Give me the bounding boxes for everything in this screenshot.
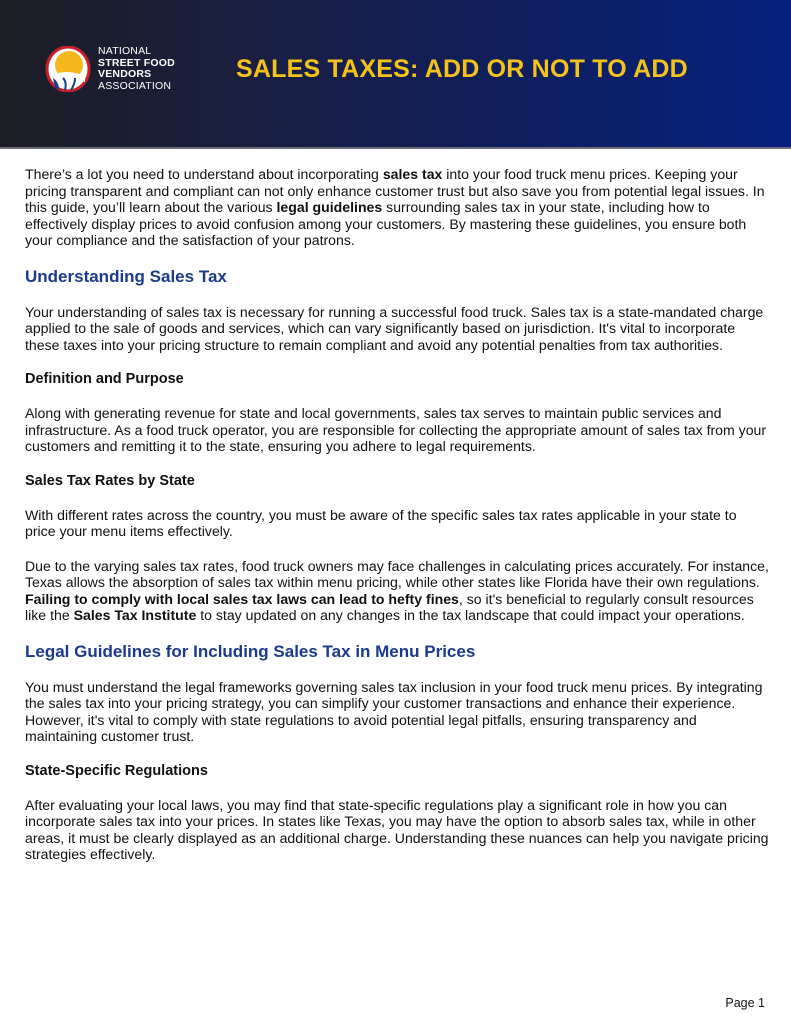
document-body bbox=[25, 166, 770, 881]
page-number: Page 1 bbox=[725, 996, 765, 1010]
org-name: NATIONAL STREET FOOD VENDORS ASSOCIATION bbox=[98, 45, 175, 92]
subsection-heading: Sales Tax Rates by State bbox=[25, 472, 195, 489]
paragraph: With different rates across the country, you must be aware of the specific sales tax rates applicable in your state to price your menu items effectively. bbox=[25, 506, 737, 539]
page-header bbox=[0, 0, 791, 149]
paragraph: You must understand the legal frameworks governing sales tax inclusion in your food truck menu prices. By integrating the sales tax into your pricing strategy, you can simplify your customer transactions and enhance their experience. However, it's vital to comply with state regulations to avoid potential legal pitfalls, ensuring transparency and maintaining customer trust. bbox=[25, 678, 763, 744]
subsection-heading: Definition and Purpose bbox=[25, 371, 184, 387]
section-heading: Legal Guidelines for Including Sales Tax in Menu Prices bbox=[25, 641, 476, 661]
page-title: SALES TAXES: ADD OR NOT TO ADD bbox=[236, 55, 688, 83]
paragraph: Your understanding of sales tax is necessary for running a successful food truck. Sales tax is a state-mandated charge applied to the sale of goods and services, which can vary significantly based on jurisdiction. It's vital to incorporate these taxes into your pricing structure to remain compliant and avoid any potential penalties from tax authorities. bbox=[25, 303, 764, 353]
nsfva-logo-icon bbox=[45, 46, 91, 92]
intro-paragraph: There’s a lot you need to understand about incorporating sales tax into your food truck menu prices. Keeping your pricing transparent and compliant can not only enhance customer trust but also save you from potential legal issues. In this guide, you’ll learn about the various legal guidelines surrounding sales tax in your state, including how to effectively display prices to avoid confusion among your customers. By mastering these guidelines, you ensure both your compliance and the satisfaction of your patrons. bbox=[25, 166, 765, 248]
paragraph: Along with generating revenue for state and local governments, sales tax serves to maintain public services and infrastructure. As a food truck operator, you are responsible for collecting the appropriate amount of sales tax from your customers and remitting it to the state, ensuring you adhere to legal requirements. bbox=[25, 405, 767, 454]
paragraph: Due to the varying sales tax rates, food truck owners may face challenges in calculating prices accurately. For instance, Texas allows the absorption of sales tax within menu pricing, while other states like Florida have their own regulations. Failing to comply with local sales tax laws can lead to hefty fines, so it's beneficial to regularly consult resources like the Sales Tax Institute to stay updated on any changes in the tax landscape that could impact your operations. bbox=[25, 557, 769, 623]
section-heading: Understanding Sales Tax bbox=[25, 266, 227, 286]
subsection-heading: State-Specific Regulations bbox=[25, 762, 208, 779]
paragraph: After evaluating your local laws, you may find that state-specific regulations play a significant role in how you can incorporate sales tax into your prices. In states like Texas, you may have the option to absorb sales tax, while in other areas, it must be clearly displayed as an additional charge. Understanding these nuances can help you navigate pricing strategies effectively. bbox=[25, 796, 769, 862]
